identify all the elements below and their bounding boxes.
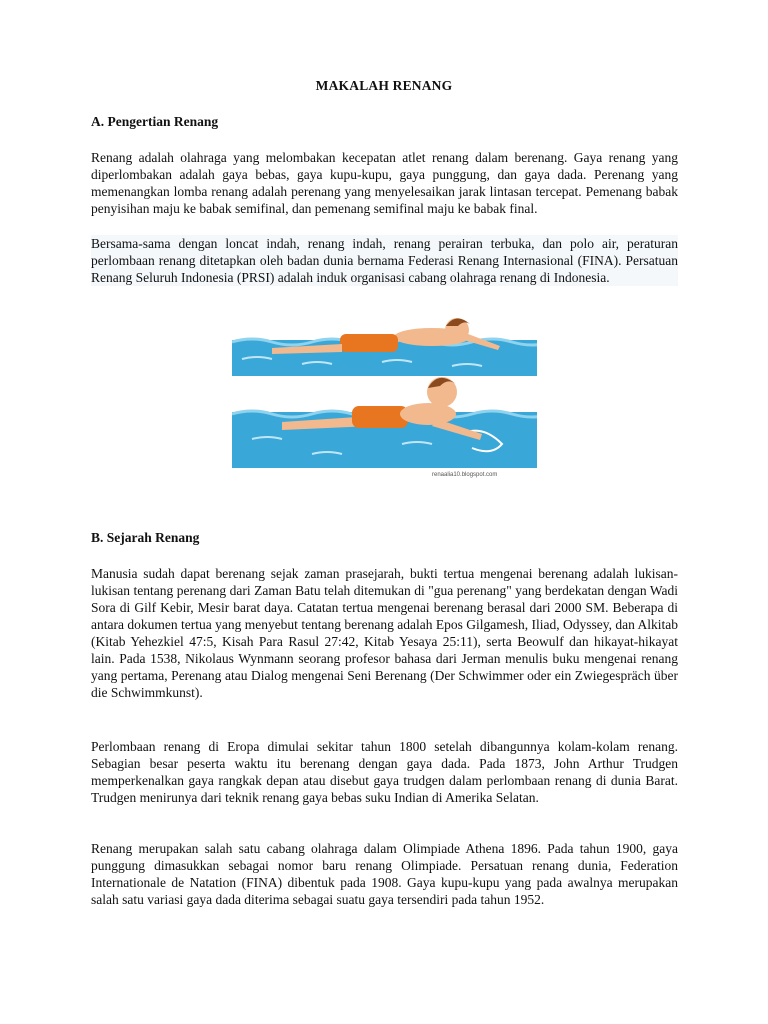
swimmers-image: [232, 304, 537, 480]
illustration-watermark: renaalia10.blogspot.com: [432, 472, 498, 478]
swimming-illustration: [232, 304, 537, 480]
section-a-heading: A. Pengertian Renang: [91, 114, 219, 129]
document-title: MAKALAH RENANG: [315, 78, 453, 93]
section-a-paragraph-1: Renang adalah olahraga yang melombakan kecepatan atlet renang dalam berenang. Gaya renang yang diperlombakan adalah gaya bebas, gaya kupu-kupu, gaya punggung, dan gaya dada. Perenang yang memenangkan lomba renang adalah perenang yang menyelesaikan jarak lintasan tercepat. Pemenang babak penyisihan maju ke babak semifinal, dan pemenang semifinal maju ke babak final.: [91, 150, 678, 216]
section-b-paragraph-2: Perlombaan renang di Eropa dimulai sekitar tahun 1800 setelah dibangunnya kolam-kolam renang. Sebagian besar peserta waktu itu berenang dengan gaya dada. Pada 1873, John Arthur Trudgen memperkenalkan gaya rangkak depan atau disebut gaya trudgen dalam perlombaan renang di dunia Barat. Trudgen menirunya dari teknik renang gaya bebas suku Indian di Amerika Selatan.: [91, 739, 678, 805]
section-b-paragraph-3: Renang merupakan salah satu cabang olahraga dalam Olimpiade Athena 1896. Pada tahun 1900, gaya punggung dimasukkan sebagai nomor baru renang Olimpiade. Persatuan renang dunia, Federation Internationale de Natation (FINA) dibentuk pada 1908. Gaya kupu-kupu yang pada awalnya merupakan salah satu variasi gaya dada diterima sebagai suatu gaya tersendiri pada tahun 1952.: [91, 841, 678, 907]
section-b-paragraph-1: Manusia sudah dapat berenang sejak zaman prasejarah, bukti tertua mengenai berenang adalah lukisan-lukisan tentang perenang dari Zaman Batu telah ditemukan di "gua perenang" yang berdekatan dengan Wadi Sora di Gilf Kebir, Mesir barat daya. Catatan tertua mengenai berenang berasal dari 2000 SM. Beberapa di antara dokumen tertua yang menyebut tentang berenang adalah Epos Gilgamesh, Iliad, Odyssey, dan Alkitab (Kitab Yehezkiel 47:5, Kisah Para Rasul 27:42, Kitab Yesaya 25:11), serta Beowulf dan hikayat-hikayat lain. Pada 1538, Nikolaus Wynmann seorang profesor bahasa dari Jerman menulis buku mengenai renang yang pertama, Perenang atau Dialog mengenai Seni Berenang (Der Schwimmer oder ein Zwiegespräch über die Schwimmkunst).: [91, 566, 678, 700]
section-b-heading: B. Sejarah Renang: [91, 530, 200, 545]
section-a-paragraph-2: Bersama-sama dengan loncat indah, renang indah, renang perairan terbuka, dan polo air, peraturan perlombaan renang ditetapkan oleh badan dunia bernama Federasi Renang Internasional (FINA). Persatuan Renang Seluruh Indonesia (PRSI) adalah induk organisasi cabang olahraga renang di Indonesia.: [91, 236, 678, 285]
